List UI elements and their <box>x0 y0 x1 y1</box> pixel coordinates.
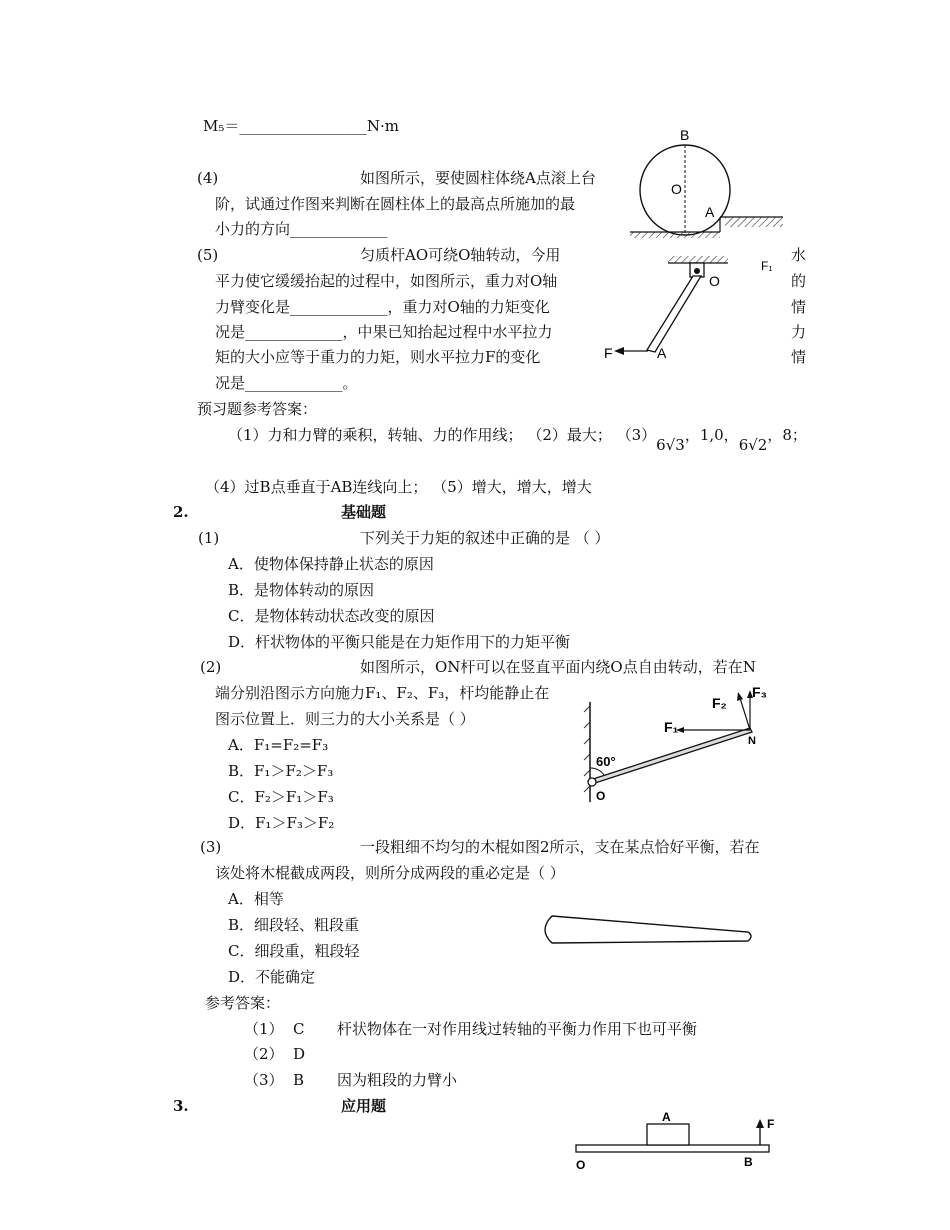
b2-option-c: C．F₂＞F₁＞F₃ <box>228 788 334 806</box>
rod-pivot-figure <box>600 252 790 367</box>
preview-answers-line1-text: （1）力和力臂的乘积，转轴、力的作用线； （2）最大； （3） <box>228 426 657 444</box>
b2-line2: 端分别沿图示方向施力F₁、F₂、F₃，杆均能静止在 <box>215 684 550 702</box>
fig-label-A: A <box>662 1110 671 1124</box>
fig-label-O: O <box>576 1158 586 1172</box>
b2-line1: 如图所示，ON杆可以在竖直平面内绕O点自由转动，若在N <box>360 658 756 676</box>
b2-option-a: A．F₁=F₂=F₃ <box>228 736 329 754</box>
fig-label-N: N <box>748 735 756 747</box>
b3-option-c: C．细段重，粗段轻 <box>228 942 360 960</box>
fig-label-O: O <box>596 789 606 803</box>
b2-line3: 图示位置上．则三力的大小关系是（ ） <box>215 710 475 728</box>
q5-right-char-2: 的 <box>791 272 807 290</box>
q5-line5: 矩的大小应等于重力的力矩，则水平拉力F的变化 <box>215 348 541 366</box>
preview-answers-sep1: ，1,0， <box>684 426 739 444</box>
q4-number: (4) <box>197 169 219 187</box>
fig-label-A: A <box>657 345 667 361</box>
ref-answer-1-choice: C <box>293 1020 305 1038</box>
preview-answers-line2: （4）过B点垂直于AB连线向上； （5）增大，增大，增大 <box>205 478 592 496</box>
section2-number: 2. <box>173 503 189 521</box>
ref-answer-3-number: （3） <box>244 1071 284 1089</box>
section3-title: 应用题 <box>341 1097 387 1115</box>
q5-right-char-1: 水 <box>791 246 807 264</box>
q5-line6: 况是_____________。 <box>215 374 358 392</box>
b1-option-d: D．杆状物体的平衡只能是在力矩作用下的力矩平衡 <box>228 633 571 651</box>
b1-option-b: B．是物体转动的原因 <box>228 581 375 599</box>
q4-line3: 小力的方向_____________ <box>215 220 388 238</box>
on-rod-forces-figure <box>580 680 780 810</box>
b3-line1: 一段粗细不均匀的木棍如图2所示，支在某点恰好平衡，若在 <box>360 838 760 856</box>
fig-label-B: B <box>680 127 690 143</box>
ref-answers-title: 参考答案： <box>205 994 281 1012</box>
section2-title: 基础题 <box>341 503 387 521</box>
q5-right-char-5: 情 <box>791 348 807 366</box>
section3-number: 3. <box>173 1097 189 1115</box>
m5-answer-line: M₅＝_________________N·m <box>203 117 399 135</box>
q5-number: (5) <box>197 246 219 264</box>
preview-answers-line1 <box>228 425 807 454</box>
board-block-figure <box>572 1105 782 1175</box>
fig-label-O: O <box>709 273 720 289</box>
fig-label-F3: F₃ <box>752 684 768 700</box>
fig-label-F1: F₁ <box>664 719 679 735</box>
cylinder-step-figure <box>625 120 795 245</box>
b3-option-a: A．相等 <box>228 890 284 908</box>
q4-line2: 阶，试通过作图来判断在圆柱体上的最高点所施加的最 <box>215 195 576 213</box>
ref-answer-1-note: 杆状物体在一对作用线过转轴的平衡力作用下也可平衡 <box>337 1020 698 1038</box>
b2-option-b: B．F₁＞F₂＞F₃ <box>228 762 334 780</box>
fig-label-A: A <box>705 204 715 220</box>
fig-label-F1: F₁ <box>761 259 773 273</box>
q4-line1: 如图所示，要使圆柱体绕A点滚上台 <box>360 169 596 187</box>
q5-right-char-3: 情 <box>791 298 807 316</box>
preview-answers-sep2: ，8； <box>767 426 807 444</box>
ref-answer-2-number: （2） <box>244 1045 284 1063</box>
b1-stem: 下列关于力矩的叙述中正确的是 （ ） <box>360 529 610 547</box>
ref-answer-3-choice: B <box>293 1071 305 1089</box>
q5-line2: 平力使它缓缓抬起的过程中，如图所示，重力对O轴 <box>215 272 558 290</box>
fig-label-angle: 60° <box>596 754 616 769</box>
b3-option-d: D．不能确定 <box>228 968 316 986</box>
b1-number: (1) <box>198 529 220 547</box>
q5-right-char-4: 力 <box>791 323 807 341</box>
b1-option-c: C．是物体转动状态改变的原因 <box>228 607 435 625</box>
b2-option-d: D．F₁＞F₃＞F₂ <box>228 814 335 832</box>
q5-line4: 况是_____________，中果已知抬起过程中水平拉力 <box>215 323 553 341</box>
ref-answer-3-note: 因为粗段的力臂小 <box>337 1071 458 1089</box>
b3-number: (3) <box>200 838 222 856</box>
fig-label-O: O <box>671 181 682 197</box>
ref-answer-1-number: （1） <box>244 1020 284 1038</box>
q5-line1: 匀质杆AO可绕O轴转动，今用 <box>360 246 561 264</box>
fig-label-F: F <box>767 1117 775 1131</box>
fig-label-B: B <box>744 1155 753 1169</box>
sqrt-6-root3: 6√3 <box>656 436 685 454</box>
ref-answer-2-choice: D <box>293 1045 306 1063</box>
b1-option-a: A．使物体保持静止状态的原因 <box>228 555 434 573</box>
tapered-stick-figure <box>538 910 758 950</box>
b3-option-b: B．细段轻、粗段重 <box>228 916 360 934</box>
q5-line3: 力臂变化是_____________，重力对O轴的力矩变化 <box>215 298 550 316</box>
sqrt-6-root2: 6√2 <box>738 436 768 454</box>
b3-line2: 该处将木棍截成两段，则所分成两段的重必定是（ ） <box>215 864 565 882</box>
fig-label-F: F <box>604 345 613 361</box>
fig-label-F2: F₂ <box>712 695 727 711</box>
b2-number: (2) <box>200 658 222 676</box>
preview-answers-title: 预习题参考答案： <box>197 400 318 418</box>
